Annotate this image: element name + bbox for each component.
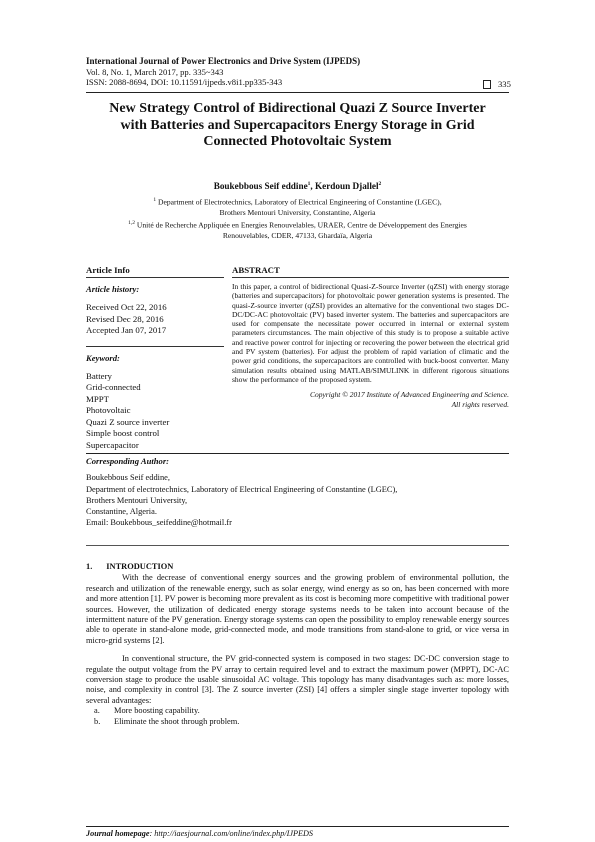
list-text: Eliminate the shoot through problem. bbox=[114, 716, 240, 726]
author-list bbox=[86, 181, 509, 191]
keyword: MPPT bbox=[86, 393, 109, 404]
copyright-line: Copyright © 2017 Institute of Advanced Engineering and Science. bbox=[309, 390, 509, 400]
section-title: INTRODUCTION bbox=[106, 562, 174, 571]
divider bbox=[86, 277, 224, 278]
accepted-date: Accepted Jan 07, 2017 bbox=[86, 325, 167, 335]
section-heading bbox=[86, 562, 509, 572]
abstract bbox=[232, 265, 509, 409]
keyword: Grid-connected bbox=[86, 382, 141, 392]
received-date: Received Oct 22, 2016 bbox=[86, 302, 167, 312]
page-square-icon bbox=[483, 80, 491, 89]
author-affil-sup: 1 bbox=[307, 181, 311, 187]
corr-city: Constantine, Algeria. bbox=[86, 507, 157, 517]
header-rule bbox=[86, 92, 509, 93]
abstract-heading: ABSTRACT bbox=[232, 265, 280, 275]
divider bbox=[86, 453, 509, 454]
footer-url[interactable]: : http://iaesjournal.com/online/index.php/IJPEDS bbox=[149, 829, 313, 838]
corr-univ: Brothers Mentouri University, bbox=[86, 495, 188, 505]
divider bbox=[232, 277, 509, 278]
title-line: New Strategy Control of Bidirectional Quazi Z Source Inverter bbox=[109, 101, 486, 116]
footer-label: Journal homepage bbox=[86, 829, 150, 838]
journal-homepage bbox=[86, 829, 313, 838]
author-affil-sup: 2 bbox=[378, 181, 382, 187]
section-number: 1. bbox=[86, 562, 93, 571]
copyright-notice bbox=[232, 390, 509, 409]
introduction-section bbox=[86, 562, 509, 727]
corr-email: Email: Boukebbous_seifeddine@hotmail.fr bbox=[86, 518, 232, 528]
keyword: Simple boost control bbox=[86, 428, 160, 438]
keyword: Photovoltaic bbox=[86, 405, 131, 415]
revised-date: Revised Dec 28, 2016 bbox=[86, 313, 164, 324]
keyword: Quazi Z source inverter bbox=[86, 416, 170, 427]
footer-rule bbox=[86, 826, 509, 827]
copyright-line: All rights reserved. bbox=[451, 399, 509, 409]
keyword: Battery bbox=[86, 370, 112, 381]
page-number: 335 bbox=[498, 79, 511, 89]
list-label: a. bbox=[94, 706, 100, 716]
corresponding-author bbox=[86, 456, 509, 529]
corr-name: Boukebbous Seif eddine, bbox=[86, 473, 170, 483]
affiliations bbox=[86, 195, 509, 241]
paragraph: With the decrease of conventional energy sources and the growing problem of environmental pollution, the research and utilization of the renewable energy, such as solar energy, wind energy as so on, has been concerned with more and more attention [1]. PV power is becoming more prevalent as its cost is becoming more competitive with traditional power sources. However, the utilization of dedicated energy storage systems needs to be taken into account because of the intermittent nature of the PV generation. Energy storage systems can open the possibility to employ renewable energy sources able to operate in stand-alone mode, grid-connected mode, and mode transitions from stand-alone to grid, or vice versa in micro-grid systems [2]. bbox=[86, 573, 509, 645]
title-line: Connected Photovoltaic System bbox=[203, 134, 392, 149]
affil-text: Renouvelables, CDER, 47133, Ghardaïa, Algeria bbox=[222, 230, 373, 240]
affiliation-2 bbox=[86, 218, 509, 231]
author-separator: , bbox=[310, 181, 315, 192]
keyword: Supercapacitor bbox=[86, 439, 139, 450]
paragraph: In conventional structure, the PV grid-connected system is composed in two stages: DC-DC conversion stage to regulate the output voltage from the PV array to certain required level and to extract the maximum power (MPPT), DC-AC conversion stage to produce the usable sinusoidal AC voltage. This topology has many disadvantages such as: more losses, noise, and complexity in control [3]. The Z source inverter (ZSI) [4] offers a simpler single stage inverter topology with several advantages: bbox=[86, 654, 509, 705]
affil-sup: 1,2 bbox=[128, 219, 135, 226]
volume-line: Vol. 8, No. 1, March 2017, pp. 335~343 bbox=[86, 66, 224, 77]
list-label: b. bbox=[94, 716, 101, 726]
corresponding-heading: Corresponding Author: bbox=[86, 456, 170, 466]
list-item bbox=[94, 717, 509, 727]
list-item bbox=[94, 706, 509, 716]
affiliation-1 bbox=[86, 195, 509, 208]
keyword-heading: Keyword: bbox=[86, 352, 120, 363]
affil-text: Unité de Recherche Appliquée en Energies Renouvelables, URAER, Centre de Développement des Energies bbox=[135, 220, 467, 230]
list-text: More boosting capability. bbox=[114, 706, 200, 716]
divider bbox=[86, 545, 509, 546]
corr-dept: Department of electrotechnics, Laboratory of Electrical Engineering of Constantine (LGEC), bbox=[86, 484, 398, 494]
author-name: Kerdoun Djallel bbox=[315, 181, 379, 192]
divider bbox=[86, 346, 224, 347]
affil-sup: 1 bbox=[153, 197, 157, 203]
title-line: with Batteries and Supercapacitors Energy Storage in Grid bbox=[120, 117, 475, 133]
abstract-text: In this paper, a control of bidirectional Quasi-Z-Source Inverter (qZSI) with energy storage (batteries and supercapacitors) for photovoltaic power generation systems is presented. The quasi-Z-source inverter (qZSI) provides an alternative for the conventional two stages DC-DC/DC-AC photovoltaic (PV) based inverter system. The batteries and supercapacitors are used for compensate the necessitate power occurred in internal or external system parameters circumstances. The main objective of this study is to propose a suitable active and reactive power control for injecting or recovering the power between the electrical grid and PV system (batteries). For adjust the problem of rapid variation of climatic and the power grid conditions, the supercapacitors are controlled with buck-boost converter. Many simulation results obtained using MATLAB/SIMULINK in different rigorous situations show the performance of the proposed system. bbox=[232, 282, 509, 384]
author-name: Boukebbous Seif eddine bbox=[213, 181, 308, 192]
affil-text: Department of Electrotechnics, Laboratory of Electrical Engineering of Constantine (LGEC), bbox=[156, 197, 442, 207]
issn-line: ISSN: 2088-8694, DOI: 10.11591/ijpeds.v8i1.pp335-343 bbox=[86, 77, 283, 88]
paper-title bbox=[86, 101, 509, 151]
history-heading: Article history: bbox=[86, 284, 140, 294]
keyword-list bbox=[86, 371, 224, 452]
article-info-heading: Article Info bbox=[86, 265, 130, 275]
journal-header bbox=[86, 56, 360, 88]
journal-name: International Journal of Power Electronics and Drive System (IJPEDS) bbox=[86, 56, 361, 66]
affil-text: Brothers Mentouri University, Constantine, Algeria bbox=[219, 207, 376, 217]
article-info bbox=[86, 265, 224, 451]
